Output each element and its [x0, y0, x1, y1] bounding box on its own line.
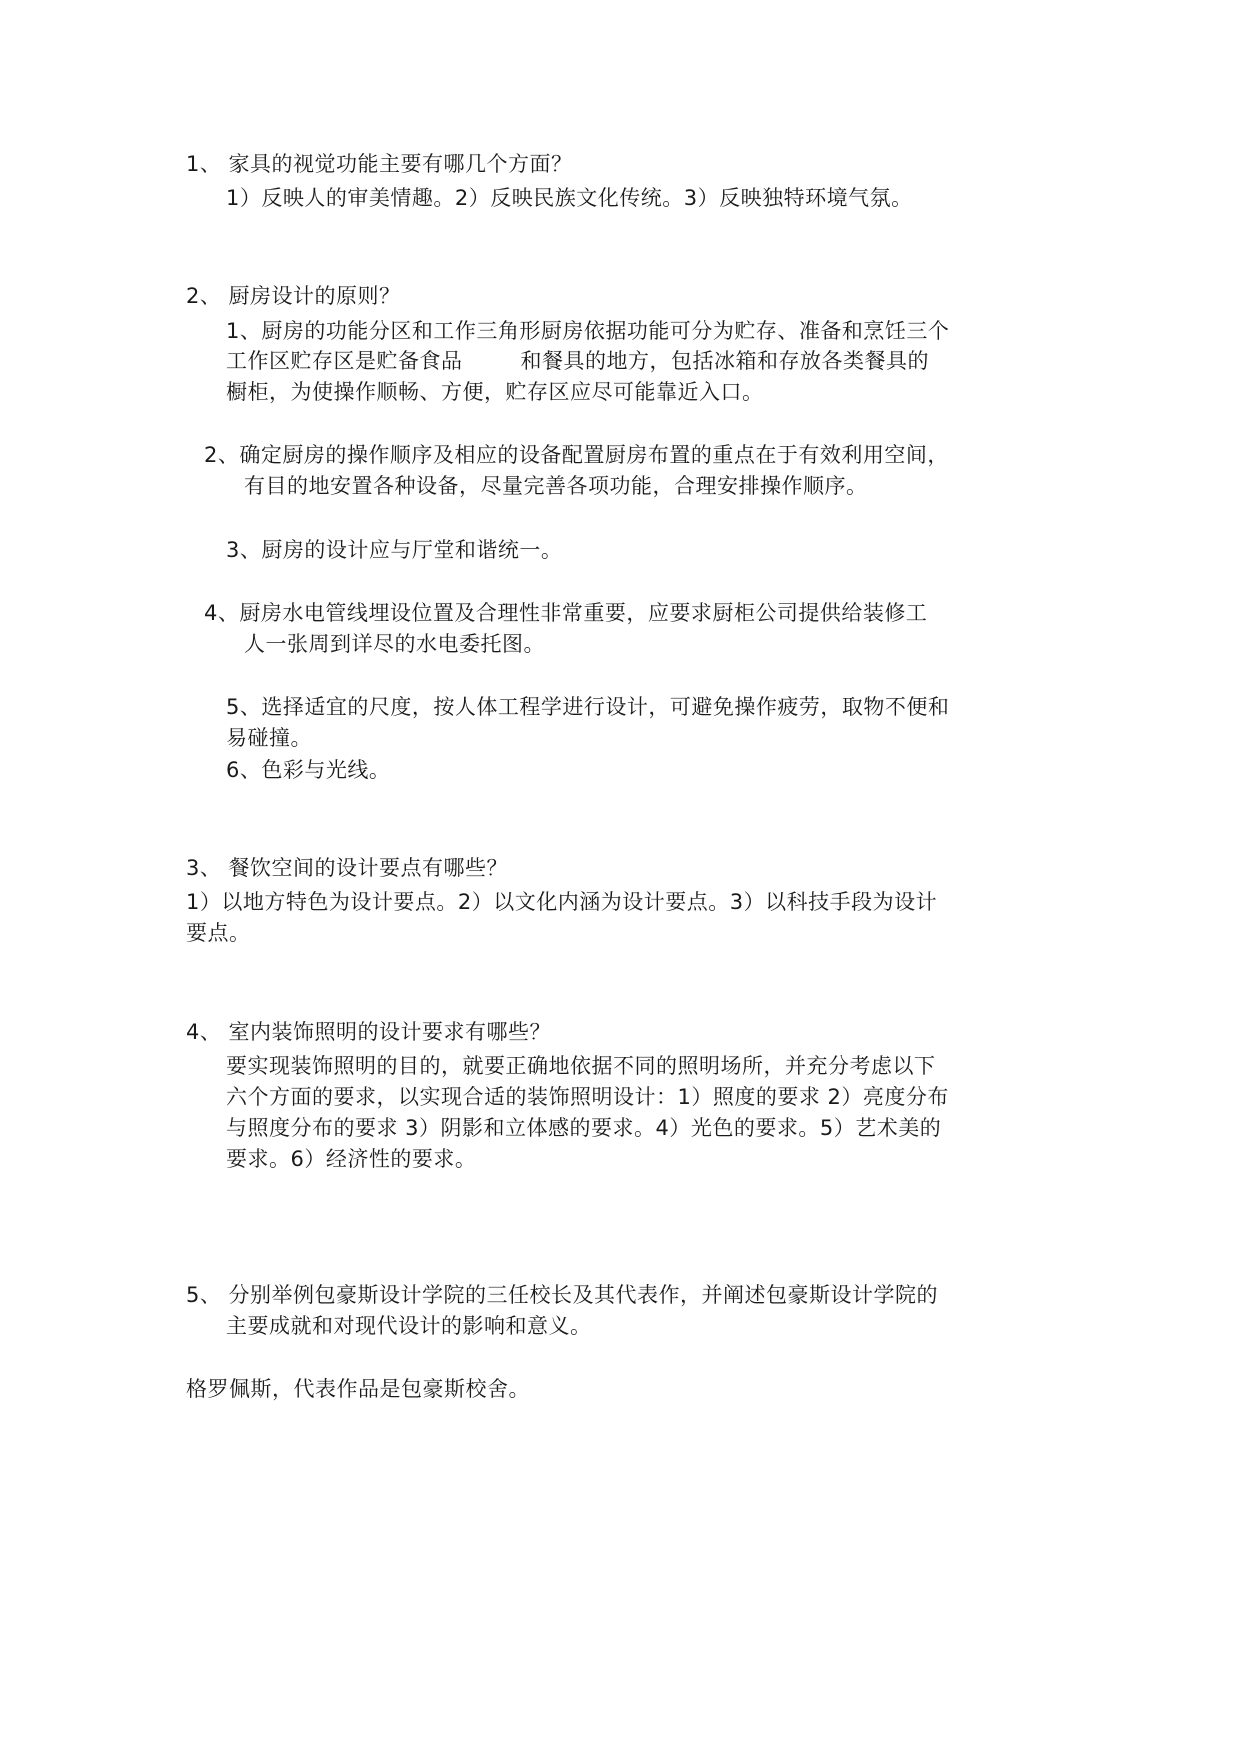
q2-p4-line1: 4、厨房水电管线埋设位置及合理性非常重要，应要求厨柜公司提供给装修工	[204, 601, 928, 625]
q3-line2: 要点。	[186, 921, 251, 945]
q4-heading: 4、 室内装饰照明的设计要求有哪些？	[186, 1020, 552, 1044]
q2-p4-line2: 人一张周到详尽的水电委托图。	[244, 632, 545, 656]
q2-p5-line1: 5、选择适宜的尺度，按人体工程学进行设计，可避免操作疲劳，取物不便和	[226, 695, 950, 719]
q4-line2: 六个方面的要求，以实现合适的装饰照明设计：1）照度的要求 2）亮度分布	[226, 1085, 949, 1109]
q2-p6: 6、色彩与光线。	[226, 758, 391, 782]
q2-p2-line1: 2、确定厨房的操作顺序及相应的设备配置厨房布置的重点在于有效利用空间，	[204, 443, 949, 467]
q4-line3: 与照度分布的要求 3）阴影和立体感的要求。4）光色的要求。5）艺术美的	[226, 1116, 942, 1140]
q4-line1: 要实现装饰照明的目的，就要正确地依据不同的照明场所，并充分考虑以下	[226, 1054, 936, 1078]
q3-heading: 3、 餐饮空间的设计要点有哪些？	[186, 856, 509, 880]
q2-p3: 3、厨房的设计应与厅堂和谐统一。	[226, 538, 563, 562]
q2-heading: 2、 厨房设计的原则？	[186, 284, 401, 308]
q2-p2-line2: 有目的地安置各种设备，尽量完善各项功能，合理安排操作顺序。	[244, 474, 868, 498]
q2-p1-line2	[226, 346, 929, 376]
q5-heading-line1: 5、 分别举例包豪斯设计学院的三任校长及其代表作，并阐述包豪斯设计学院的	[186, 1283, 939, 1307]
q3-line1: 1）以地方特色为设计要点。2）以文化内涵为设计要点。3）以科技手段为设计	[186, 890, 938, 914]
q2-p1-line1: 1、厨房的功能分区和工作三角形厨房依据功能可分为贮存、准备和烹饪三个	[226, 319, 950, 343]
q5-heading-line2: 主要成就和对现代设计的影响和意义。	[226, 1314, 592, 1338]
q1-heading: 1、 家具的视觉功能主要有哪几个方面？	[186, 152, 573, 176]
q1-answer: 1）反映人的审美情趣。2）反映民族文化传统。3）反映独特环境气氛。	[226, 186, 913, 210]
q2-p1-line2a: 工作区贮存区是贮备食品	[226, 349, 463, 373]
q4-line4: 要求。6）经济性的要求。	[226, 1147, 477, 1171]
q2-p1-line3: 橱柜，为使操作顺畅、方便，贮存区应尽可能靠近入口。	[226, 380, 764, 404]
q5-answer: 格罗佩斯，代表作品是包豪斯校舍。	[186, 1377, 530, 1401]
q2-p1-line2b: 和餐具的地方，包括冰箱和存放各类餐具的	[520, 349, 929, 373]
q2-p5-line2: 易碰撞。	[226, 726, 312, 750]
